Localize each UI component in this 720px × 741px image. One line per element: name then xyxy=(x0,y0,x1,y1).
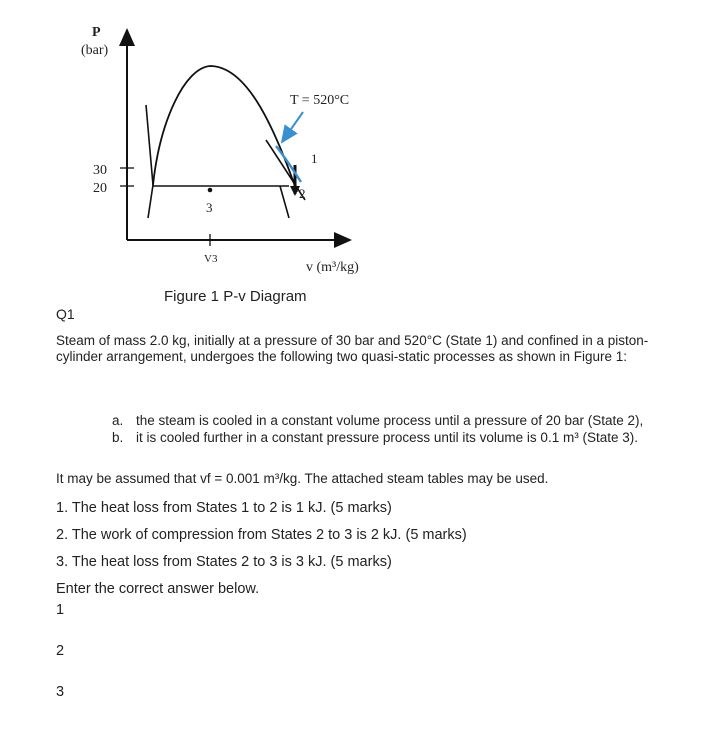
step-a xyxy=(112,412,692,429)
y-axis-symbol: P xyxy=(92,25,101,40)
isotherm-blue-segment xyxy=(276,146,301,182)
question-paragraph: Steam of mass 2.0 kg, initially at a pressure of 30 bar and 520°C (State 1) and confined in a piston-cylinder arrangement, undergoes the following two quasi-static processes as shown in Figure 1: xyxy=(56,333,649,364)
answer-prompt: Enter the correct answer below. xyxy=(56,581,260,597)
y-axis-unit: (bar) xyxy=(81,43,109,58)
step-text: it is cooled further in a constant pressure process until its volume is 0.1 m³ (State 3). xyxy=(136,430,638,445)
tick-20-label: 20 xyxy=(93,181,107,196)
option-3: 3. The heat loss from States 2 to 3 is 3 kJ. (5 marks) xyxy=(56,554,392,570)
state-1-label: 1 xyxy=(311,151,318,166)
isotherm-pointer-arrow xyxy=(282,112,303,142)
assumption-text: It may be assumed that vf = 0.001 m³/kg. The attached steam tables may be used. xyxy=(56,471,549,486)
isotherm-left xyxy=(146,105,153,218)
answer-number-1[interactable]: 1 xyxy=(56,602,65,618)
question-id: Q1 xyxy=(56,306,75,322)
state-3-point xyxy=(208,188,213,193)
tick-30-label: 30 xyxy=(93,163,107,178)
state-2-label: 2 xyxy=(299,186,306,201)
step-text: the steam is cooled in a constant volume process until a pressure of 20 bar (State 2), xyxy=(136,413,644,428)
isotherm-label: T = 520°C xyxy=(290,93,350,108)
figure-caption: Figure 1 P-v Diagram xyxy=(164,288,307,305)
option-1: 1. The heat loss from States 1 to 2 is 1 kJ. (5 marks) xyxy=(56,500,392,516)
answer-number-2[interactable]: 2 xyxy=(56,643,65,659)
step-b xyxy=(112,429,692,446)
option-2: 2. The work of compression from States 2 to 3 is 2 kJ. (5 marks) xyxy=(56,527,467,543)
tick-v3-label: V3 xyxy=(204,253,218,265)
process-steps xyxy=(112,412,692,446)
state-3-label: 3 xyxy=(206,200,213,215)
answer-number-3[interactable]: 3 xyxy=(56,684,65,700)
saturation-dome xyxy=(153,66,297,192)
isotherm-right-lower xyxy=(280,186,289,218)
step-marker: b. xyxy=(112,430,124,445)
x-axis-label: v (m³/kg) xyxy=(306,260,359,275)
step-marker: a. xyxy=(112,413,124,428)
pv-diagram xyxy=(0,0,720,290)
